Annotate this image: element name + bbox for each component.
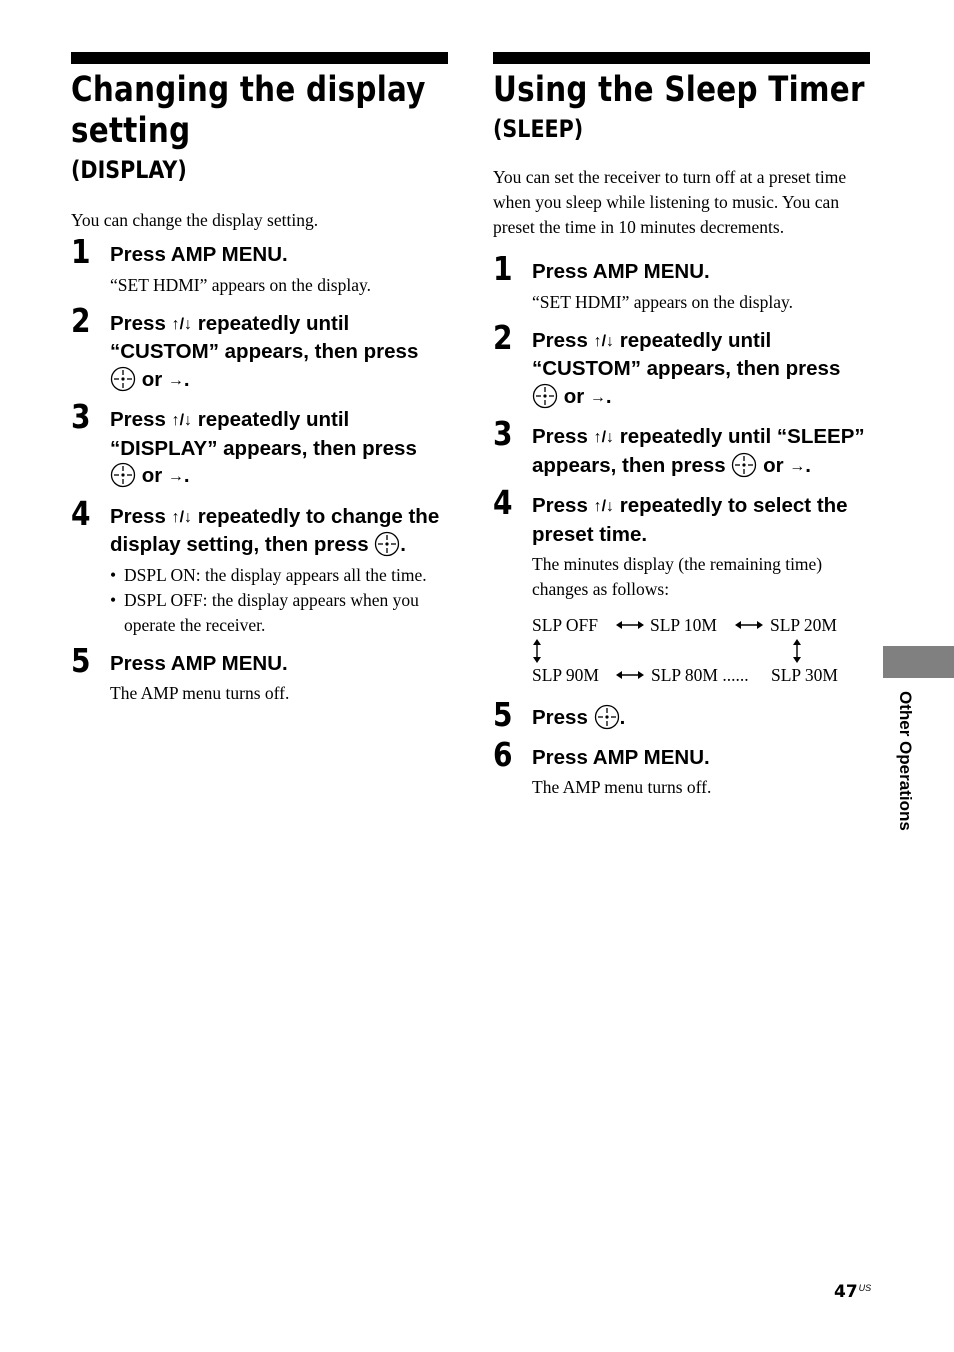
list-item: • DSPL OFF: the display appears when you operate the receiver. xyxy=(110,588,448,638)
enter-button-icon xyxy=(532,383,558,409)
section-title: Changing the display setting xyxy=(71,70,426,151)
option-list xyxy=(110,563,448,638)
cycle-state: SLP 80M ...... xyxy=(651,665,749,685)
enter-button-icon xyxy=(731,452,757,478)
section-title: Using the Sleep Timer xyxy=(493,70,865,110)
step-instruction: Press AMP MENU. xyxy=(532,745,710,769)
section-tab-label: Other Operations xyxy=(896,691,915,831)
step-instruction: Press ↑/↓ repeatedly to select the preset time. xyxy=(532,494,848,546)
intro-text: You can change the display setting. xyxy=(71,210,319,230)
step-instruction: Press ↑/↓ repeatedly until “SLEEP” appears, then press or →. xyxy=(532,425,865,477)
step-number: 5 xyxy=(71,640,91,680)
step-number: 2 xyxy=(493,317,513,357)
cycle-state: SLP 30M xyxy=(771,665,838,685)
up-down-arrow-icon: ↑/↓ xyxy=(171,508,193,526)
step-3 xyxy=(493,414,870,480)
enter-button-icon xyxy=(110,462,136,488)
step-number: 5 xyxy=(493,695,513,734)
up-down-arrow-icon: ↑/↓ xyxy=(171,412,193,429)
step-number: 3 xyxy=(71,397,91,436)
cycle-state: SLP 10M xyxy=(650,615,717,635)
double-arrow-icon xyxy=(734,618,764,632)
right-arrow-icon: → xyxy=(167,371,184,389)
up-down-arrow-icon: ↑/↓ xyxy=(593,332,615,350)
enter-button-icon xyxy=(594,704,620,730)
step-instruction: Press . xyxy=(532,706,626,729)
intro-text: You can set the receiver to turn off at a preset time when you sleep while listening to music. You can preset the time in 10 minutes decrements. xyxy=(493,167,847,237)
double-arrow-icon xyxy=(615,668,645,682)
step-instruction: Press ↑/↓ repeatedly until “CUSTOM” appears, then press or →. xyxy=(532,328,841,408)
step-instruction: Press ↑/↓ repeatedly until “CUSTOM” appears, then press or →. xyxy=(110,311,419,391)
step-number: 6 xyxy=(493,734,513,774)
step-5 xyxy=(71,640,448,707)
cycle-state: SLP 20M xyxy=(770,615,837,635)
sleep-cycle-diagram xyxy=(532,612,870,685)
step-2 xyxy=(71,300,448,395)
step-6 xyxy=(493,734,870,801)
up-down-arrow-icon: ↑/↓ xyxy=(593,429,615,446)
step-2 xyxy=(493,317,870,412)
step-instruction: Press AMP MENU. xyxy=(110,651,288,675)
right-arrow-icon: → xyxy=(789,457,806,475)
step-instruction: Press ↑/↓ repeatedly to change the display setting, then press . xyxy=(110,504,440,556)
sleep-timer-section xyxy=(493,52,870,800)
section-rule xyxy=(493,52,870,64)
vertical-double-arrow-icon xyxy=(530,638,544,664)
right-arrow-icon: → xyxy=(589,388,606,406)
up-down-arrow-icon: ↑/↓ xyxy=(593,498,615,515)
step-1 xyxy=(493,249,870,315)
step-5 xyxy=(493,695,870,734)
step-number: 2 xyxy=(71,300,91,340)
step-description: “SET HDMI” appears on the display. xyxy=(532,291,793,312)
right-arrow-icon: → xyxy=(167,468,184,485)
step-description: “SET HDMI” appears on the display. xyxy=(110,274,371,295)
cycle-state: SLP 90M xyxy=(532,665,599,685)
section-rule xyxy=(71,52,448,64)
vertical-double-arrow-icon xyxy=(790,638,804,664)
step-number: 4 xyxy=(71,493,91,533)
double-arrow-icon xyxy=(615,618,645,632)
enter-button-icon xyxy=(110,366,136,392)
step-instruction: Press AMP MENU. xyxy=(532,260,710,283)
section-subtitle: (SLEEP) xyxy=(493,115,584,143)
up-down-arrow-icon: ↑/↓ xyxy=(171,315,193,333)
step-4 xyxy=(493,483,870,685)
step-instruction: Press AMP MENU. xyxy=(110,243,288,266)
step-number: 3 xyxy=(493,414,513,453)
section-subtitle: (DISPLAY) xyxy=(71,156,187,184)
page-number: $47^{US}$ xyxy=(834,1282,872,1302)
step-3 xyxy=(71,397,448,491)
step-description: The minutes display (the remaining time) changes as follows: xyxy=(532,554,823,599)
cycle-state: SLP OFF xyxy=(532,615,598,635)
step-description: The AMP menu turns off. xyxy=(532,777,712,797)
list-item: • DSPL ON: the display appears all the time. xyxy=(110,563,448,588)
step-4 xyxy=(71,493,448,638)
step-number: 4 xyxy=(493,483,513,522)
step-1 xyxy=(71,232,448,298)
step-description: The AMP menu turns off. xyxy=(110,683,290,703)
section-tab xyxy=(883,646,954,678)
enter-button-icon xyxy=(374,531,400,557)
step-number: 1 xyxy=(71,232,91,271)
step-instruction: Press ↑/↓ repeatedly until “DISPLAY” appears, then press or →. xyxy=(110,408,417,487)
display-section xyxy=(71,52,448,706)
step-number: 1 xyxy=(493,249,513,288)
